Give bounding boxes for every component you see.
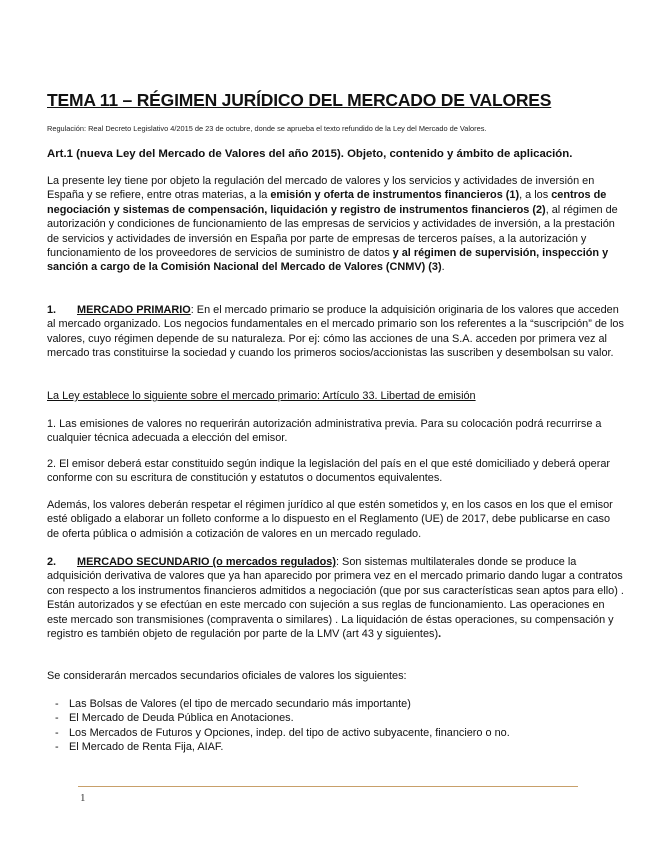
list-item: - Los Mercados de Futuros y Opciones, indep. del tipo de activo subyacente, financiero o no. (47, 726, 510, 740)
law-heading: La Ley establece lo siguiente sobre el mercado primario: Artículo 33. Libertad de emisión (47, 390, 476, 402)
section-number: 2. (47, 556, 57, 568)
primary-market-heading: MERCADO PRIMARIO (77, 304, 191, 316)
list-item: - El Mercado de Deuda Pública en Anotaciones. (47, 711, 510, 725)
regulation-note: Regulación: Real Decreto Legislativo 4/2015 de 23 de octubre, donde se aprueba el texto refundido de la Ley del Mercado de Valores. (47, 124, 487, 133)
intro-paragraph: La presente ley tiene por objeto la regulación del mercado de valores y los servicios y actividades de inversión en España y se refiere, entre otras materias, a la emisión y oferta de instrumentos financieros (1), a los centros de negociación y sistemas de compensación, liquidación y registro de instrumentos financieros (2), al régimen de autorización y condiciones de funcionamiento de las empresas de servicios y actividades de inversión, a la prestación de servicios y actividades de inversión en España por parte de empresas de terceros países, a la autorización y funcionamiento de los proveedores de servicios de suministro de datos y al régimen de supervisión, inspección y sanción a cargo de la Comisión Nacional del Mercado de Valores (CNMV) (3). (47, 175, 618, 274)
section-number: 1. (47, 304, 57, 316)
law-paragraph-3: Además, los valores deberán respetar el régimen jurídico al que estén sometidos y, en los casos en los que el emisor esté obligado a elaborar un folleto conforme a lo dispuesto en el Reglamento (UE) de 2017, debe publicarse en caso de oferta pública o admisión a cotización de valores en un mercado regulado. (47, 499, 613, 540)
list-item: - El Mercado de Renta Fija, AIAF. (47, 740, 510, 754)
page-number: 1 (80, 792, 86, 804)
law-paragraph-2: 2. El emisor deberá estar constituido según indique la legislación del país en el que esté domiciliado y deberá operar conforme con su escritura de constitución y estatutos o documentos equivalentes. (47, 458, 611, 485)
secondary-market-paragraph: 2. MERCADO SECUNDARIO (o mercados regulados): Son sistemas multilaterales donde se produce la adquisición derivativa de valores que ya han aparecido por primera vez en el mercado primario dando lugar a contratos con respecto a los instrumentos financieros admitidos a negociación (que por sus características sean aptos para ello) . Están autorizados y se efectúan en este mercado con sujeción a sus reglas de funcionamiento. Las operaciones en este mercado son transmisiones (compraventa o similares) . La liquidación de éstas operaciones, su compensación y registro es también objeto de regulación por parte de la LMV (art 43 y siguientes). (47, 556, 624, 641)
article-heading: Art.1 (nueva Ley del Mercado de Valores del año 2015). Objeto, contenido y ámbito de aplicación. (47, 148, 573, 160)
footer-rule (78, 786, 578, 787)
law-paragraph-1: 1. Las emisiones de valores no requerirán autorización administrativa previa. Para su colocación podrá recurrirse a cualquier técnica adecuada a elección del emisor. (47, 418, 602, 445)
list-intro: Se considerarán mercados secundarios oficiales de valores los siguientes: (47, 670, 407, 682)
document-title: TEMA 11 – RÉGIMEN JURÍDICO DEL MERCADO DE VALORES (47, 90, 552, 110)
list-item: - Las Bolsas de Valores (el tipo de mercado secundario más importante) (47, 697, 510, 711)
primary-market-paragraph: 1. MERCADO PRIMARIO: En el mercado primario se produce la adquisición originaria de los valores que acceden al mercado organizado. Los negocios fundamentales en el mercado primario son los referentes a la “suscripción” de los valores, cuyo régimen depende de su naturaleza. Por ej: cómo las acciones de una S.A. acceden por primera vez al mercado tras constituirse la sociedad y cuando los primeros socios/accionistas las suscriben y desembolsan su valor. (47, 304, 624, 360)
secondary-market-heading: MERCADO SECUNDARIO (o mercados regulados) (77, 556, 336, 568)
secondary-markets-list (47, 697, 510, 755)
